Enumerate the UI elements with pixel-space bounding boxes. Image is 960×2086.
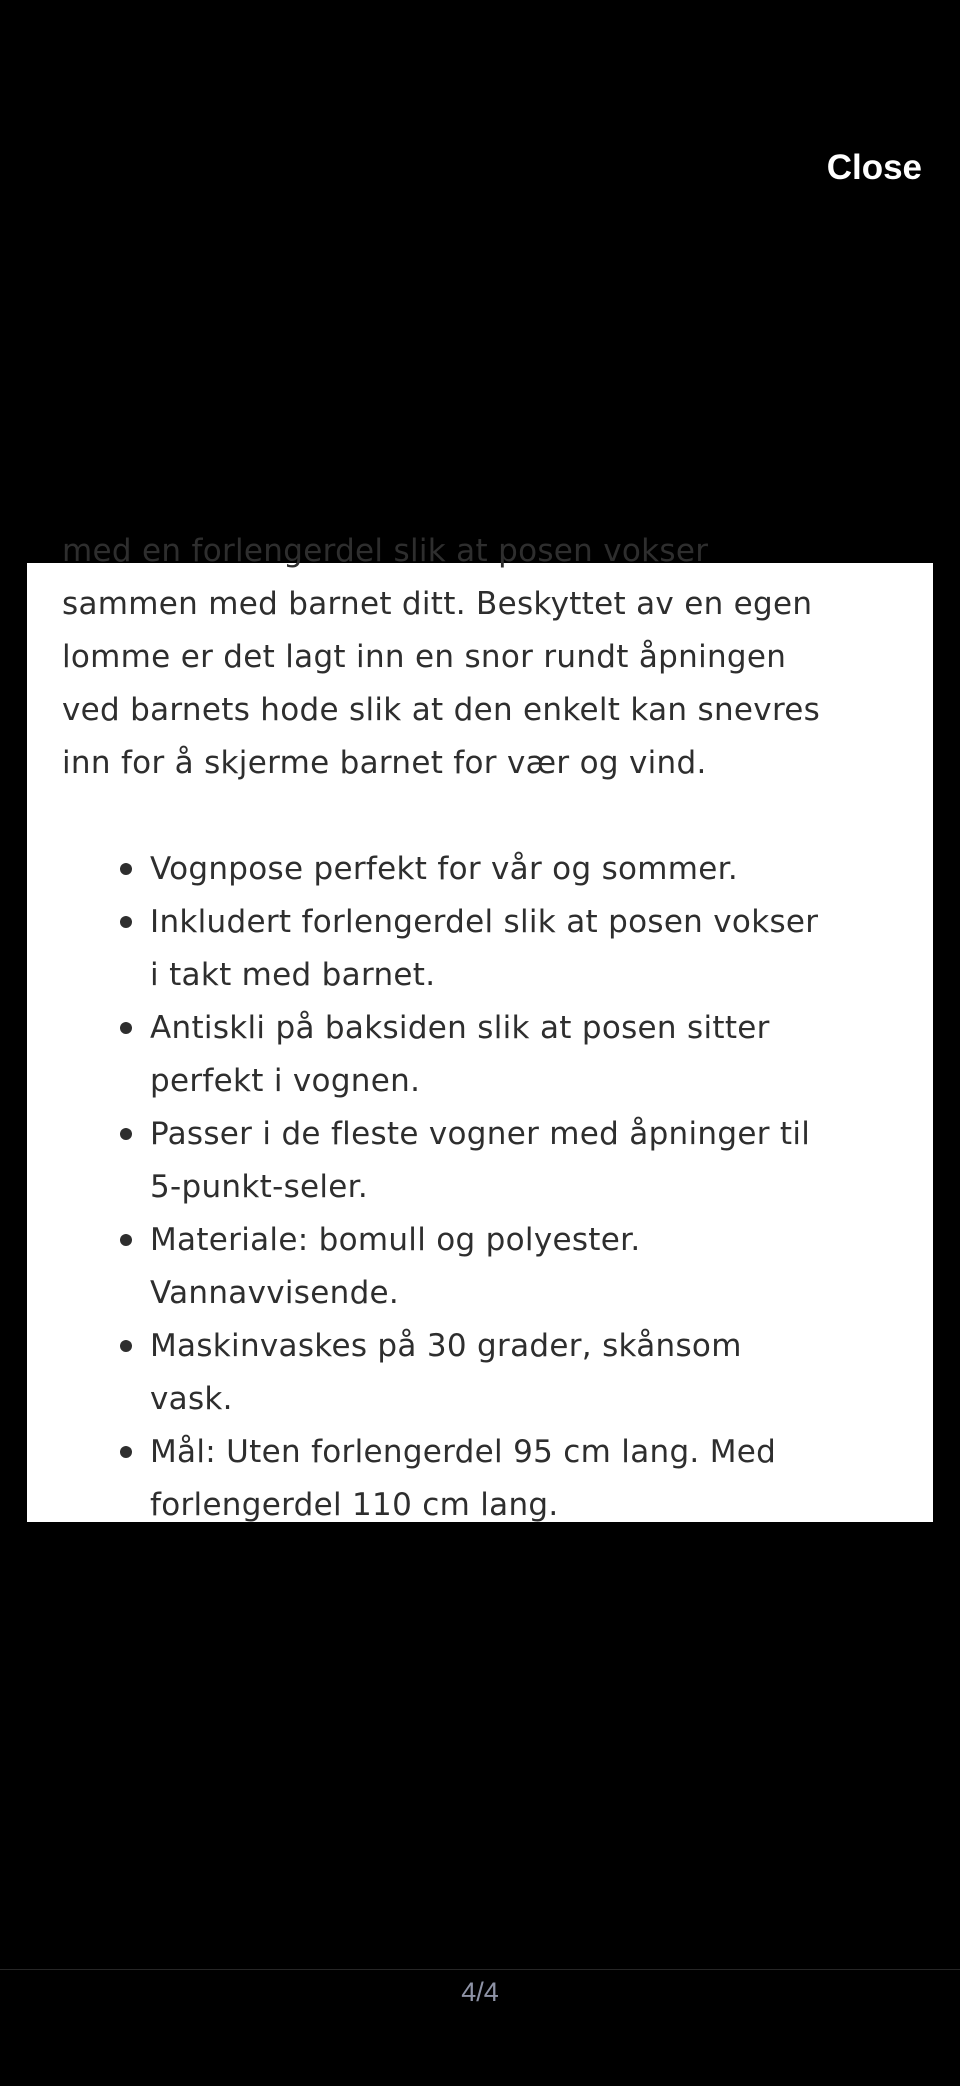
paragraph-line: lomme er det lagt inn en snor rundt åpningen: [62, 639, 787, 675]
list-item: [62, 1002, 912, 1108]
paragraph-line: inn for å skjerme barnet for vær og vind.: [62, 745, 707, 781]
list-item-text: Maskinvaskes på 30 grader, skånsom: [150, 1328, 742, 1364]
list-item-text: forlengerdel 110 cm lang.: [150, 1487, 559, 1523]
list-item-text: perfekt i vognen.: [150, 1063, 421, 1099]
product-description-image: [27, 533, 933, 1523]
bullet-icon: [120, 1128, 132, 1140]
paragraph-line: med en forlengerdel slik at posen vokser: [62, 533, 709, 569]
list-item-text: Vognpose perfekt for vår og sommer.: [150, 851, 739, 887]
description-paragraph: [62, 525, 912, 790]
bullet-icon: [120, 1340, 132, 1352]
bullet-icon: [120, 1446, 132, 1458]
list-item-text: Vannavvisende.: [150, 1275, 400, 1311]
page-indicator: 4/4: [461, 1977, 499, 2007]
close-button[interactable]: Close: [826, 148, 922, 187]
list-item-text: 5-punkt-seler.: [150, 1169, 369, 1205]
list-item-text: Materiale: bomull og polyester.: [150, 1222, 641, 1258]
bullet-icon: [120, 863, 132, 875]
bullet-icon: [120, 1022, 132, 1034]
list-item-text: vask.: [150, 1381, 233, 1417]
list-item-text: Antiskli på baksiden slik at posen sitter: [150, 1010, 770, 1046]
list-item: [62, 1108, 912, 1214]
list-item-text: Inkludert forlengerdel slik at posen vokser: [150, 904, 819, 940]
paragraph-line: ved barnets hode slik at den enkelt kan snevres: [62, 692, 821, 728]
list-item: [62, 1426, 912, 1532]
bullet-icon: [120, 1234, 132, 1246]
list-item: [62, 843, 912, 896]
list-item-text: Passer i de fleste vogner med åpninger til: [150, 1116, 811, 1152]
feature-list: [62, 843, 912, 1532]
image-text-content: [62, 525, 912, 1532]
list-item-text: i takt med barnet.: [150, 957, 436, 993]
paragraph-line: sammen med barnet ditt. Beskyttet av en egen: [62, 586, 813, 622]
pager-divider: [0, 1969, 960, 1970]
list-item-text: Mål: Uten forlengerdel 95 cm lang. Med: [150, 1434, 777, 1470]
list-item: [62, 896, 912, 1002]
list-item: [62, 1214, 912, 1320]
bullet-icon: [120, 916, 132, 928]
list-item: [62, 1320, 912, 1426]
